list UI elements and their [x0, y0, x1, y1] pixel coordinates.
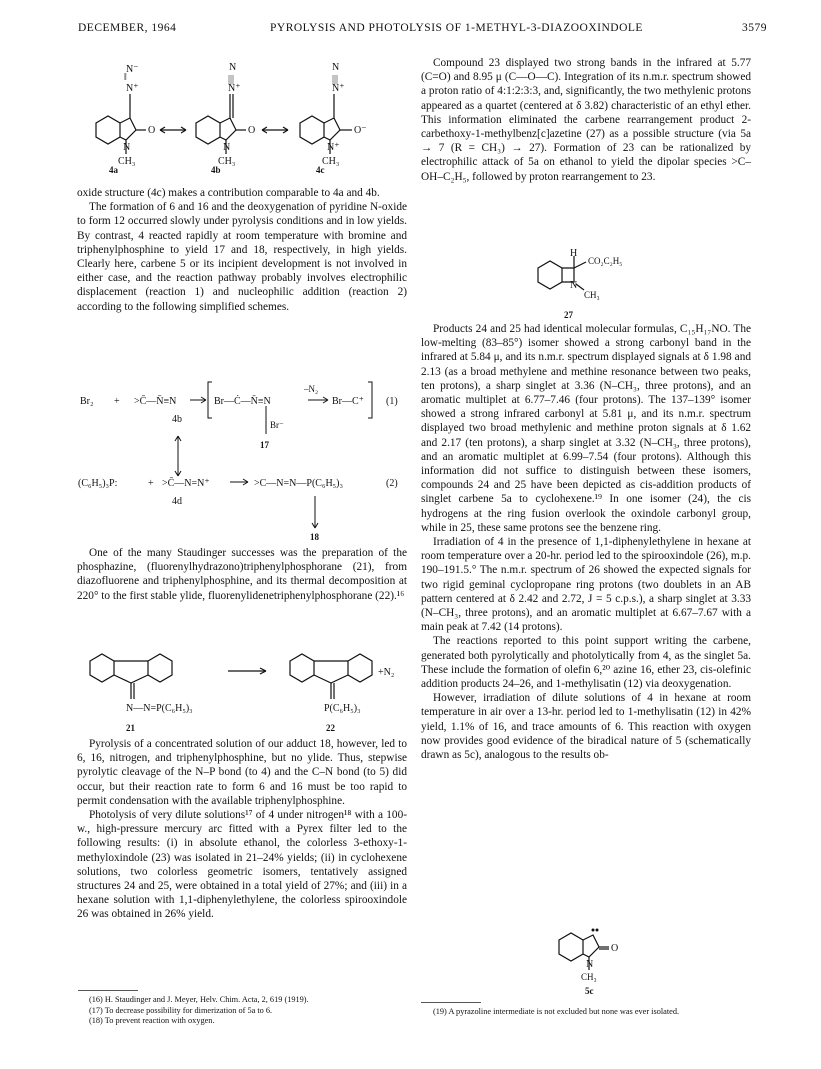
br-minus: Br⁻	[270, 420, 284, 430]
ch3-27: CH₃	[584, 290, 600, 300]
svg-text:Br—C⁺: Br—C⁺	[332, 396, 364, 407]
svg-text:|||: |||	[332, 74, 339, 85]
svg-text:N: N	[570, 280, 578, 291]
svg-text:+: +	[148, 478, 154, 489]
svg-text:‖: ‖	[124, 72, 127, 83]
paragraph: Pyrolysis of a concentrated solution of our adduct 18, however, led to 6, 16, nitrogen, and triphenylphosphine, but no ylide. Thus, stepwise pyrolytic cleavage of the N–P bond (to 4) and the C–N bond (to 5) did occur, but their reaction rate to form 6 and 16 must be too rapid to permit condensation with the available triphenylphosphine.	[77, 738, 407, 807]
svg-text:N⁺: N⁺	[228, 83, 241, 94]
minus-n2: –N₂	[304, 384, 319, 394]
svg-text:>C̄—N̄≡N: >C̄—N̄≡N	[134, 396, 177, 407]
svg-text:O: O	[611, 943, 619, 954]
reagent-pph3: (C₆H₅)₃P:	[78, 478, 118, 489]
label-27: 27	[564, 310, 573, 320]
footnote-rule	[78, 990, 138, 991]
co2et: CO₂C₂H₅	[588, 256, 623, 266]
structure-27	[520, 246, 680, 320]
label-4d: 4d	[172, 496, 182, 507]
svg-text:N⁺: N⁺	[332, 83, 345, 94]
paragraph: oxide structure (4c) makes a contribution comparable to 4a and 4b.	[77, 187, 380, 199]
ch3-5c: CH₃	[581, 972, 597, 982]
ylide-p: P(C₆H₅)₃	[324, 703, 361, 714]
right-column-text-2	[421, 322, 751, 762]
svg-text:N: N	[123, 142, 131, 153]
svg-text:H: H	[570, 248, 578, 259]
resonance-structures-4a-4b-4c	[78, 58, 408, 183]
svg-text:O: O	[148, 125, 156, 136]
paragraph: Products 24 and 25 had identical molecular formulas, C₁₅H₁₇NO. The low-melting (83–85°) isomer showed a strong carbonyl band in the infrared at 5.84 μ, and its n.m.r. spectrum displayed signals at δ 1.98 and 2.13 (as a broad methylene and methine resonance between two peaks, ten protons), a sharp singlet at 3.36 (N–CH₃, three protons), and an aromatic multiplet at 6.77–7.46 (four protons). The 137–139° isomer showed a strong infrared carbonyl at 5.81 μ, and its n.m.r. spectrum displayed two broad methylenic and methine proton signals at δ 1.62 and 2.17 (ten protons), a sharp singlet at 3.32 (N–CH₃, three protons), and an aromatic multiplet at 6.99–7.54 (four protons). Although this information did not suffice to distinguish between these isomers, compounds 24 and 25 have been depicted as cis-addition products of singlet carbene 5a to cyclohexene.¹⁹ In one isomer (24), the cis hydrogens at the ring fusion overlook the oxindole carbonyl group, while in 25, these same protons see the benzene ring.	[421, 323, 751, 534]
svg-text:N⁻: N⁻	[126, 64, 139, 75]
plus-n2: +N₂	[378, 667, 395, 678]
scheme-number-2: (2)	[386, 478, 398, 489]
svg-text:N: N	[586, 959, 594, 970]
svg-text:CH₃: CH₃	[322, 156, 340, 167]
paragraph: Photolysis of very dilute solutions¹⁷ of 4 under nitrogen¹⁸ with a 100-w., high-pressure mercury arc fitted with a Pyrex filter led to the following results: (i) in absolute ethanol, the colorless 3-ethoxy-1-methyloxindole (23) was isolated in 21–24% yields; (ii) in cyclohexene solutions, two colorless geometric isomers, tentatively assigned structures 24 and 25, were obtained in a total yield of 27%; and (iii) in a hexane solution with 1,1-diphenylethylene, the colorless spirooxindole 26 was obtained in 26% yield.	[77, 809, 407, 921]
label-4c: 4c	[316, 165, 325, 175]
header-date: DECEMBER, 1964	[78, 22, 177, 34]
left-footnotes	[77, 995, 407, 1027]
svg-text:>C—N=N—P(C₆H₅)₃: >C—N=N—P(C₆H₅)₃	[254, 478, 343, 489]
label-4b-scheme: 4b	[172, 414, 182, 425]
paragraph: One of the many Staudinger successes was the preparation of the phosphazine, (fluorenylhydrazono)triphenylphosphorane (21), from diazofluorene and triphenylphosphine, and its thermal decomposition at 220° to the first stable ylide, fluorenylidenetriphenylphosphorane (22).¹⁶	[77, 547, 407, 602]
svg-text:CH₃: CH₃	[118, 156, 136, 167]
paragraph: The reactions reported to this point support writing the carbene, generated both pyrolytically and photolytically from 4, as the singlet 5a. These include the formation of olefin 6,²⁰ azine 16, ether 23, cis-olefinic addition products 24–26, and 1-methylisatin (12) via deoxygenation.	[421, 635, 751, 691]
left-column-text-2	[77, 546, 407, 603]
footnote-19: (19) A pyrazoline intermediate is not excluded but none was ever isolated.	[433, 1007, 680, 1016]
label-18: 18	[310, 532, 319, 542]
label-5c: 5c	[585, 986, 594, 996]
reaction-schemes-1-2	[78, 378, 408, 546]
svg-text:N⁺: N⁺	[126, 83, 139, 94]
paragraph: The formation of 6 and 16 and the deoxygenation of pyridine N-oxide to form 12 occurred slowly under pyrolysis conditions and in low yields. By contrast, 4 reacted rapidly at room temperature with bromine and triphenylphosphine to yield 17 and 18, respectively, in high yields. Clearly here, carbene 5 or its incipient development is not involved in either case, and the reaction pathway probably involves electrophilic displacement (reaction 1) and nucleophilic addition (reaction 2) according to the following simplified schemes.	[77, 201, 407, 313]
header-title: PYROLYSIS AND PHOTOLYSIS OF 1-METHYL-3-DIAZOOXINDOLE	[270, 22, 643, 34]
reagent-br2: Br₂	[80, 396, 94, 407]
svg-text:N: N	[223, 142, 231, 153]
svg-text:N⁺: N⁺	[327, 142, 340, 153]
label-4a: 4a	[109, 165, 118, 175]
structures-21-22	[78, 641, 408, 741]
svg-text:Br—Ċ—N̄≡N: Br—Ċ—N̄≡N	[214, 396, 271, 407]
paragraph: Compound 23 displayed two strong bands in the infrared at 5.77 (C=O) and 8.95 μ (C—O—C). Integration of its n.m.r. spectrum showed a proton ratio of 4:1:2:3:3, and, significantly, the two methylenic protons appeared as a quartet (centered at δ 3.82) characteristic of an ethyl ether. This information eliminated the carbene rearrangement product 2-carbethoxy-1-methylbenz[c]azetine (27) as a possible structure (via 5a → 7 (R = CH₃) → 27). Formation of 23 can be rationalized by electrophilic attack of 5a on ethanol to yield the dipolar species >C–OH–C₂H₅, followed by proton rearrangement to 23.	[421, 57, 751, 183]
left-column-text-1	[77, 186, 407, 314]
svg-text:O⁻: O⁻	[354, 125, 367, 136]
scheme-number-1: (1)	[386, 396, 398, 407]
label-4b: 4b	[211, 165, 221, 175]
svg-text:O: O	[248, 125, 256, 136]
svg-text:N: N	[229, 62, 237, 73]
structure-5c	[545, 918, 655, 998]
svg-text:>C̄—N=N⁺: >C̄—N=N⁺	[162, 478, 210, 489]
svg-text:N: N	[332, 62, 340, 73]
left-column-text-3	[77, 737, 407, 922]
svg-text:+: +	[114, 396, 120, 407]
svg-text:CH₃: CH₃	[218, 156, 236, 167]
header-page-number: 3579	[742, 22, 767, 34]
right-column-text-1	[421, 56, 751, 184]
label-21: 21	[126, 723, 135, 733]
label-17: 17	[260, 440, 269, 450]
hydrazone-chain: N—N=P(C₆H₅)₃	[126, 703, 193, 714]
paragraph: However, irradiation of dilute solutions of 4 in hexane at room temperature in air over a 13-hr. period led to 1-methylisatin (12) in 42% yield, 1.1% of 16, and trace amounts of 6. This reaction with oxygen now provides good evidence of the biradical nature of 5 (schematically drawn as 5c), analogous to the results ob-	[421, 692, 751, 762]
footnote-17: (17) To decrease possibility for dimerization of 5a to 6.	[89, 1005, 273, 1015]
svg-text:|||: |||	[228, 74, 235, 85]
footnote-rule-right	[421, 1002, 481, 1003]
footnote-18: (18) To prevent reaction with oxygen.	[89, 1016, 215, 1025]
footnote-16: (16) H. Staudinger and J. Meyer, Helv. Chim. Acta, 2, 619 (1919).	[89, 995, 309, 1004]
paragraph: Irradiation of 4 in the presence of 1,1-diphenylethylene in hexane at room temperature over a 20-hr. period led to the spirooxindole (26), m.p. 190–191.5.° The n.m.r. spectrum of 26 showed the expected signals for two rigid geminal cyclopropane ring protons (two doublets in an AB pattern centered at δ 2.42 and 2.72, J = 5 c.p.s.), a sharp singlet at 3.33 (N–CH₃, three protons), and an aromatic multiplet at 6.67–7.67 with a main peak at 7.42 (14 protons).	[421, 536, 751, 634]
label-22: 22	[326, 723, 335, 733]
right-footnotes	[421, 1007, 751, 1018]
